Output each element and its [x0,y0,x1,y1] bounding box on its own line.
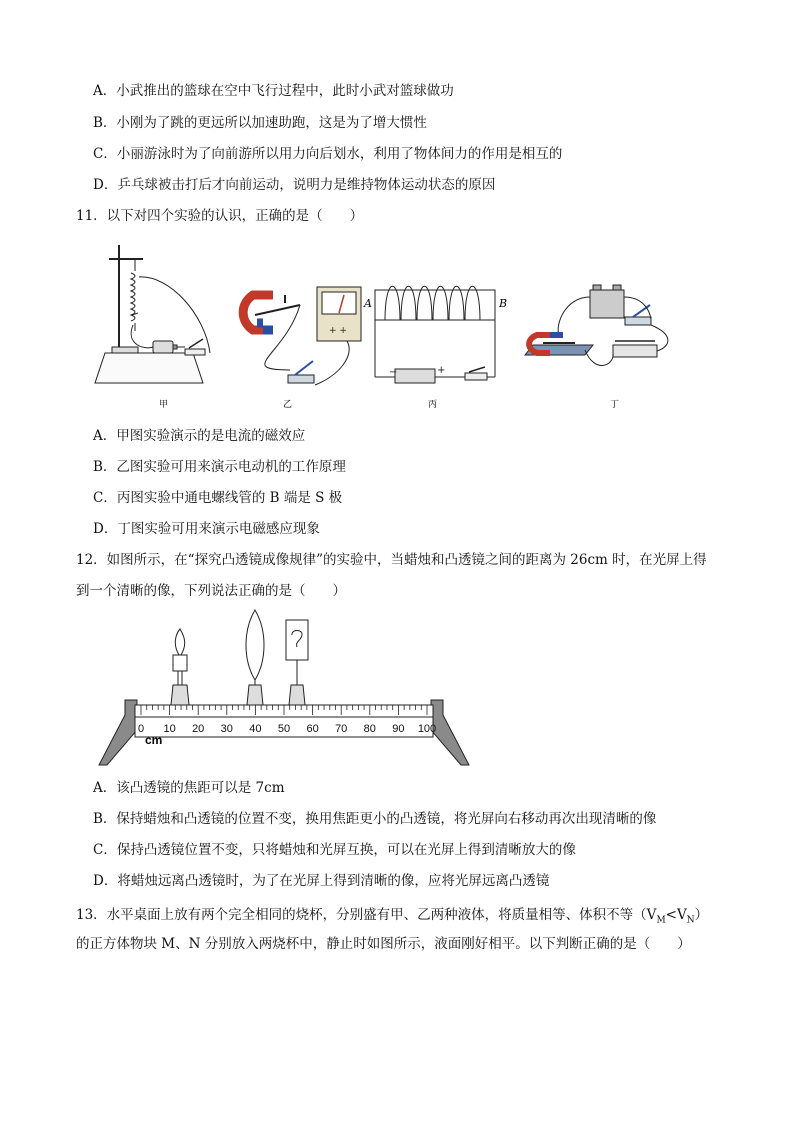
q10-option-d: D．乒乓球被击打后才向前运动，说明力是维持物体运动状态的原因 [93,177,496,193]
figure-bing-solenoid [375,286,495,383]
q12-option-c: C．保持凸透镜位置不变，只将蜡烛和光屏互换，可以在光屏上得到清晰放大的像 [93,842,576,858]
q11-option-a: A．甲图实验演示的是电流的磁效应 [93,428,306,444]
q11-option-d: D．丁图实验可用来演示电磁感应现象 [93,521,320,537]
q10-option-a: A．小武推出的篮球在空中飞行过程中，此时小武对篮球做功 [93,83,454,99]
q11-stem: 11．以下对四个实验的认识，正确的是（ ） [76,208,364,224]
q11-figure [85,235,685,420]
caption-bing: 丙 [428,400,438,410]
bench-left-leg [99,700,137,765]
ruler-tick-label: 20 [192,723,205,735]
ruler-tick-label: 30 [220,723,233,735]
ruler-tick-label: 10 [163,723,176,735]
figure-ding-motor [525,285,668,365]
figure-yi-induction [243,287,361,385]
q12-stem-line1: 12．如图所示，在“探究凸透镜成像规律”的实验中，当蜡烛和凸透镜之间的距离为 26cm 时，在光屏上得 [76,552,707,568]
caption-ding: 丁 [610,400,620,410]
ruler-tick-label: 90 [392,723,405,735]
ruler-tick-label: 0 [137,723,145,735]
light-screen-icon [286,620,308,705]
ruler-tick-label: 40 [249,723,262,735]
svg-text:+ +: + + [329,326,347,336]
q12-stem-line2: 到一个清晰的像，下列说法正确的是（ ） [76,583,346,599]
q12-option-a: A．该凸透镜的焦距可以是 7cm [93,780,285,796]
q10-option-b: B．小刚为了跳的更远所以加速助跑，这是为了增大惯性 [93,115,427,131]
bench-right-leg [431,700,469,765]
q10-option-c: C．小丽游泳时为了向前游所以用力向后划水，利用了物体间力的作用是相互的 [93,146,563,162]
ruler-tick-label: 70 [335,723,348,735]
q11-option-c: C．丙图实验中通电螺线管的 B 端是 S 极 [93,490,343,506]
svg-text:−: − [389,367,398,378]
figure-jia-electromagnet [95,245,210,383]
caption-jia: 甲 [159,400,169,410]
q12-option-d: D．将蜡烛远离凸透镜时，为了在光屏上得到清晰的像，应将光屏远离凸透镜 [93,873,550,889]
ruler-unit-label: cm [145,733,163,747]
q12-option-b: B．保持蜡烛和凸透镜的位置不变，换用焦距更小的凸透镜，将光屏向右移动再次出现清晰的像 [93,811,657,827]
ruler-tick-label: 50 [277,723,291,735]
candle-icon [171,629,189,705]
ruler-tick-label: 100 [417,723,437,735]
q12-optical-bench-figure [95,605,475,770]
q11-option-b: B．乙图实验可用来演示电动机的工作原理 [93,459,346,475]
coil-label-a: A [364,297,372,310]
q13-stem-line2: 的正方体物块 M、N 分别放入两烧杯中，静止时如图所示，液面刚好相平。以下判断正确的是（ ） [76,936,691,952]
convex-lens-icon [246,610,264,705]
coil-label-b: B [499,297,508,310]
ruler-tick-label: 60 [306,723,319,735]
svg-text:+: + [437,365,446,376]
q13-stem-line1: 13．水平桌面上放有两个完全相同的烧杯，分别盛有甲、乙两种液体，将质量相等、体积不等$(V_M<V_N)$ [76,907,709,926]
ruler-tick-label: 80 [363,723,376,735]
caption-yi: 乙 [283,400,293,410]
